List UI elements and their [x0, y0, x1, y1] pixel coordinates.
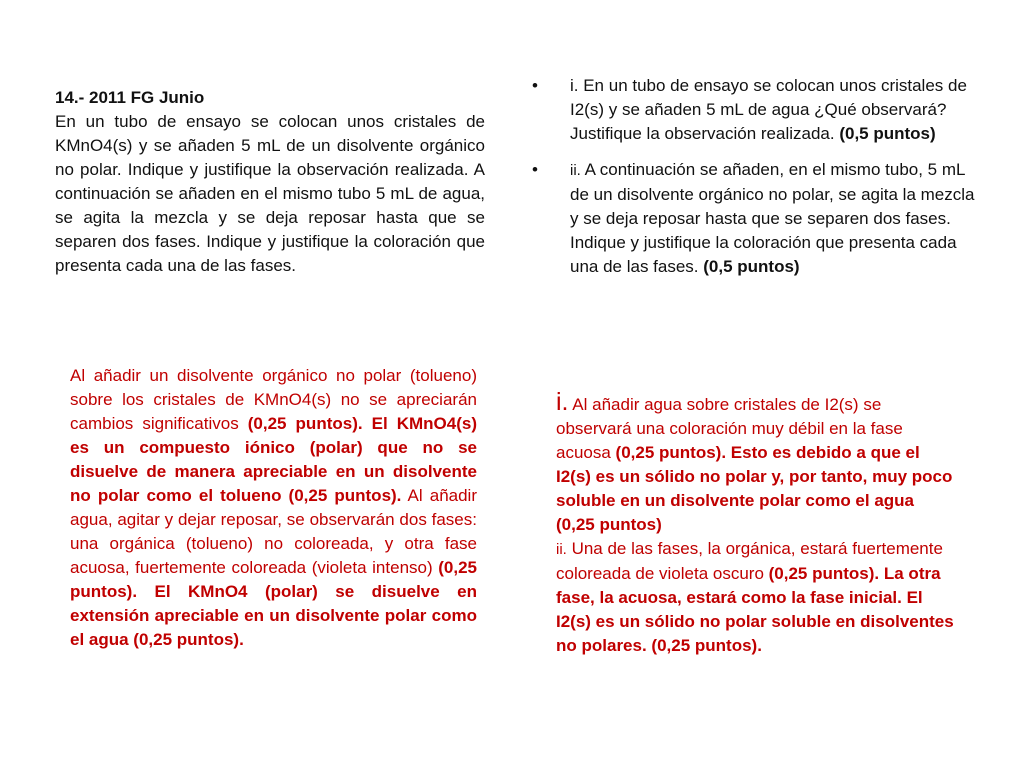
sub-question-number: i.: [570, 76, 579, 95]
question-title: 14.- 2011 FG Junio: [55, 88, 205, 107]
answer-left-bold-1: (0,25 puntos). El KMnO4(s) es un compuesto iónico (polar) que no se disuelve de manera apreciable en un disolvente no polar como el tolueno (0,25 puntos).: [70, 414, 478, 505]
sub-question-text: A continuación se añaden, en el mismo tubo, 5 mL de un disolvente orgánico no polar, se agita la mezcla y se deja reposar hasta que se separen dos fases. Indique y justifique la coloración que presenta cada una de las fases.: [570, 160, 975, 276]
answer-left-text-1: Al añadir un disolvente orgánico no polar (tolueno) sobre los cristales de KMnO4(s) no se apreciarán cambios significativos: [70, 366, 477, 433]
sub-question-text: En un tubo de ensayo se colocan unos cristales de I2(s) y se añaden 5 mL de agua ¿Qué observará? Justifique la observación realizada.: [570, 76, 967, 143]
answer-right-bold-2: (0,25 puntos). La otra fase, la acuosa, estará como la fase inicial. El I2(s) es un sólido no polar soluble en disolventes no polares. (0,25 puntos).: [556, 564, 954, 655]
sub-question-item: [532, 158, 977, 279]
answer-left-bold-2: (0,25 puntos). El KMnO4 (polar) se disuelve en extensión apreciable en un disolvente polar como el agua (0,25 puntos).: [70, 558, 477, 649]
question-body: En un tubo de ensayo se colocan unos cristales de KMnO4(s) y se añaden 5 mL de un disolvente orgánico no polar. Indique y justifique la observación realizada. A continuación se añaden en el mismo tubo 5 mL de agua, se agita la mezcla y se deja reposar hasta que se separen dos fases. Indique y justifique la coloración que presenta cada una de las fases.: [55, 112, 485, 275]
answer-right-number-1: i.: [556, 388, 569, 416]
sub-question-number: ii.: [570, 162, 581, 179]
sub-question-list: [532, 74, 977, 291]
answer-right-bold-1: (0,25 puntos). Esto es debido a que el I2(s) es un sólido no polar y, por tanto, muy poco soluble en un disolvente polar como el agua (0,25 puntos): [556, 443, 953, 534]
answer-right-text-2: Una de las fases, la orgánica, estará fuertemente coloreada de violeta oscuro: [556, 539, 943, 583]
answer-left-text-2: Al añadir agua, agitar y dejar reposar, se observarán dos fases: una orgánica (tolueno) no coloreada, y otra fase acuosa, fuertemente coloreada (violeta intenso): [70, 486, 477, 577]
bullet-marker: •: [532, 76, 538, 95]
answer-right-block: [556, 390, 956, 658]
bullet-marker: •: [532, 160, 538, 179]
question-block: [55, 86, 485, 278]
sub-question-item: [532, 74, 977, 146]
answer-left-block: [70, 364, 477, 652]
answer-right-text-1: Al añadir agua sobre cristales de I2(s) se observará una coloración muy débil en la fase acuosa: [556, 395, 903, 462]
sub-question-points: (0,5 puntos): [839, 124, 936, 143]
answer-right-number-2: ii.: [556, 541, 567, 558]
sub-question-points: (0,5 puntos): [703, 257, 800, 276]
